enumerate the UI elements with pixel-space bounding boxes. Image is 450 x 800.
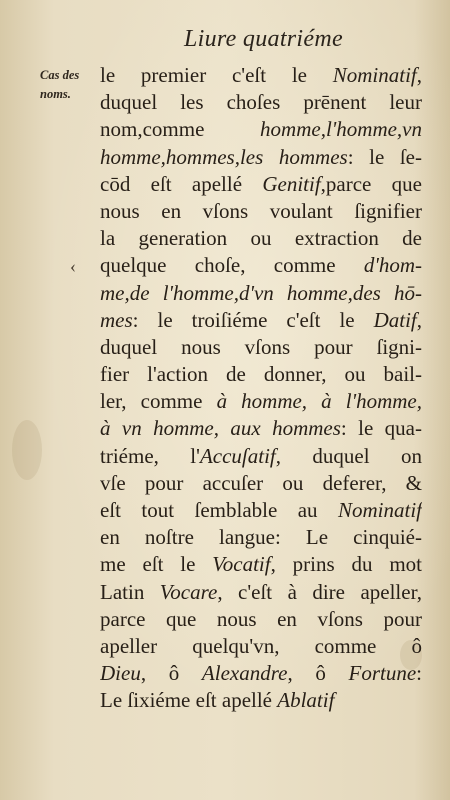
text-run: nous en vſons voulant ſignifier [100,198,422,223]
italic-term: homme,hommes,les hommes [100,144,348,169]
text-line [100,116,422,143]
italic-term: Datif [373,307,417,332]
text-line [100,252,422,279]
text-line [100,687,422,714]
text-run: eſt tout ſemblable au [100,498,338,522]
text-run: fier l'action de donner, ou bail- [100,362,422,387]
italic-term: homme,l'homme,vn [260,117,422,142]
text-line [100,225,422,252]
text-run: ler, comme [100,389,217,414]
text-line [100,497,422,524]
marginal-note-line: Cas des [40,68,80,82]
text-run: vſe pour accuſer ou deferer, & [100,470,422,495]
italic-term: Vocatif [212,552,271,577]
text-line [100,361,422,388]
italic-term: Alexandre [201,661,288,686]
italic-term: me,de l'homme,d'vn homme,des hō- [100,280,422,305]
text-run: : le troiſiéme c'eſt le [132,307,374,332]
italic-term: Genitif [262,171,321,196]
text-line [100,334,422,361]
running-head: Liure quatriéme [184,26,343,52]
text-run: me eſt le [100,552,213,577]
text-line [100,62,422,89]
text-run: : le qua- [340,416,422,441]
text-run: duquel les choſes prēnent leur [100,90,422,115]
text-line [100,307,422,334]
italic-term: Nominatif [332,63,417,87]
text-run: , ô [140,661,202,686]
text-line [100,606,422,633]
italic-term: Ablatif [277,688,335,713]
italic-term: Accuſatif [199,443,276,468]
margin-mark: ‹ [70,256,76,276]
text-run: Latin [100,579,160,604]
text-line [100,579,422,606]
text-run: , [416,63,422,87]
text-run: Le ſixiéme eſt apellé [100,688,278,713]
text-line [100,633,422,660]
italic-term: Vocare [159,579,218,604]
text-run: quelque choſe, comme [100,253,364,278]
text-run: duquel nous vſons pour ſigni- [100,334,422,359]
text-run: , prins du mot [270,552,422,577]
text-run: , [416,307,422,332]
text-line [100,660,422,687]
italic-term: d'hom- [363,253,422,278]
text-run: triéme, l' [100,443,200,468]
text-line [100,551,422,578]
text-run: la generation ou extraction de [100,226,422,251]
text-run: : [416,661,422,686]
italic-term: mes [100,307,133,332]
text-run: , ô [287,661,349,686]
italic-term: à homme, à l'homme, [216,389,422,414]
text-line [100,388,422,415]
text-line [100,415,422,442]
italic-term: Fortune [348,661,417,686]
text-run: cōd eſt apellé [100,171,263,196]
text-line [100,443,422,470]
text-run: apeller quelqu'vn, comme ô [100,633,422,658]
text-run: en noſtre langue: Le cinquié- [100,525,422,550]
text-line [100,171,422,198]
text-run: , c'eſt à dire apeller, [217,579,422,604]
text-line [100,470,422,497]
text-run: , duquel on [275,443,422,468]
text-line [100,198,422,225]
marginal-note [40,66,98,104]
paper-stain [12,420,42,480]
text-line [100,89,422,116]
italic-term: Nominatif [337,498,422,522]
italic-term: à vn homme, aux hommes [100,416,341,441]
body-text [100,62,422,715]
text-line [100,524,422,551]
text-run: le premier c'eſt le [100,63,333,87]
text-line [100,280,422,307]
text-run: parce que nous en vſons pour [100,606,422,631]
text-run: ,parce que [320,171,422,196]
italic-term: Dieu [100,661,141,686]
text-run: : le ſe- [347,144,422,169]
marginal-note-line: noms. [40,87,71,101]
text-run: nom,comme [100,117,261,142]
text-line [100,144,422,171]
